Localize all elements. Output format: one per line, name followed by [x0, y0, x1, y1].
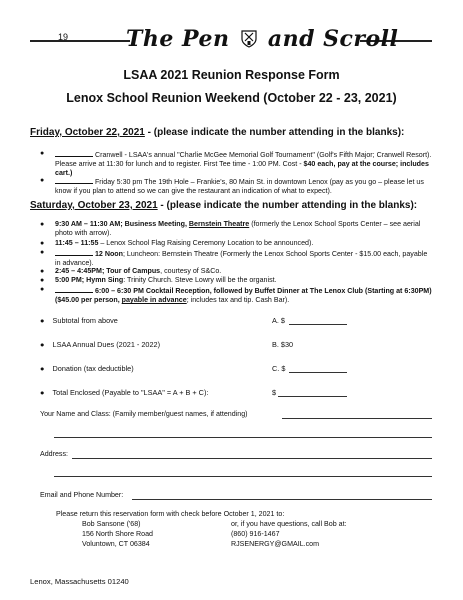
totals-row-donation — [40, 364, 134, 373]
form-title: LSAA 2021 Reunion Response Form — [123, 68, 340, 82]
totals-code-c: C. $ — [272, 364, 286, 373]
item-text: , courtesy of S&Co. — [160, 267, 222, 275]
name-input[interactable] — [282, 418, 432, 419]
item-bold-text: 11:45 – 11:55 — [55, 239, 99, 247]
bullet-icon: ● — [40, 316, 45, 325]
totals-row-total — [40, 388, 208, 397]
item-text: : Trinity Church. Steve Lowry will be the organist. — [123, 276, 277, 284]
totals-label: LSAA Annual Dues (2021 - 2022) — [52, 340, 161, 349]
bullet-icon: ● — [40, 364, 45, 373]
donation-input[interactable] — [289, 372, 347, 373]
masthead-rule-left — [30, 40, 130, 42]
bullet-icon: ● — [40, 340, 45, 349]
item-text: Friday 5:30 pm The 19th Hole – Frankie's, 80 Main St. in downtown Lenox (pay as you go – please let us know if you plan to attend so we can give the restaurant an indication of what to expect). — [55, 178, 424, 195]
masthead-title-left: The Pen — [126, 26, 230, 52]
total-input[interactable] — [278, 396, 347, 397]
item-bold-text: 12 Noon — [94, 250, 123, 258]
bullet-icon: ● — [40, 240, 45, 247]
totals-code-b: B. $30 — [272, 340, 294, 349]
contact-email: RJSENERGY@GMAIL.com — [231, 540, 320, 548]
friday-heading — [30, 127, 404, 138]
bullet-icon: ● — [40, 150, 45, 157]
item-bold-text: 6:00 – 6:30 PM Cocktail Reception, followed by Buffet Dinner at The Lenox Club (Starting at 6:30PM) ($45.00 per person, — [55, 287, 432, 304]
item-text: ; includes tax and tip. Cash Bar). — [186, 296, 290, 304]
totals-row-dues — [40, 340, 160, 349]
address-label: Address: — [40, 450, 68, 458]
bullet-icon: ● — [40, 277, 45, 284]
saturday-instruction: - (please indicate the number attending in the blanks): — [157, 200, 418, 211]
item-link-text: payable in advance — [121, 296, 187, 304]
totals-label: Total Enclosed (Payable to "LSAA" = A + B + C): — [52, 388, 209, 397]
return-street: 156 North Shore Road — [82, 530, 153, 538]
attendance-blank[interactable] — [55, 285, 93, 293]
attendance-blank[interactable] — [55, 176, 93, 184]
item-bold-text: 2:45 – 4:45PM — [55, 267, 102, 275]
return-city: Voluntown, CT 06384 — [82, 540, 150, 548]
subtotal-input[interactable] — [289, 324, 347, 325]
totals-code-a: A. $ — [272, 316, 285, 325]
form-subtitle: Lenox School Reunion Weekend (October 22 - 23, 2021) — [66, 91, 397, 105]
attendance-blank[interactable] — [55, 248, 93, 256]
totals-code-total: $ — [272, 388, 277, 397]
bullet-icon: ● — [40, 286, 45, 293]
masthead-title-right: and Scroll — [267, 26, 399, 52]
address-input-line-2[interactable] — [54, 476, 432, 477]
item-text: – Lenox School Flag Raising Ceremony Location to be announced). — [98, 239, 314, 247]
item-link-text: Bernstein Theatre — [188, 220, 250, 228]
issue-number: 19 — [58, 32, 69, 42]
totals-label: Subtotal from above — [52, 316, 118, 325]
email-phone-input[interactable] — [132, 499, 432, 500]
return-instruction: Please return this reservation form with check before October 1, 2021 to: — [56, 510, 285, 518]
friday-date: Friday, October 22, 2021 — [30, 127, 145, 138]
address-input[interactable] — [72, 458, 432, 459]
item-text: (formerly the Lenox School Sports Center – see aerial photo with arrow). — [55, 220, 421, 237]
bullet-icon: ● — [40, 177, 45, 184]
attendance-blank[interactable] — [55, 149, 93, 157]
shield-crest-icon — [241, 30, 257, 48]
contact-note: or, if you have questions, call Bob at: — [231, 520, 347, 528]
saturday-date: Saturday, October 23, 2021 — [30, 200, 158, 211]
item-bold-text: 5:00 PM; Hymn Sing — [55, 276, 124, 284]
totals-row-subtotal — [40, 316, 118, 325]
name-label: Your Name and Class: (Family member/guest names, if attending) — [40, 410, 248, 418]
return-name: Bob Sansone ('68) — [82, 520, 141, 528]
masthead-title — [126, 26, 398, 52]
totals-label: Donation (tax deductible) — [52, 364, 134, 373]
name-input-line-2[interactable] — [54, 437, 432, 438]
saturday-heading — [30, 200, 417, 211]
footer-location: Lenox, Massachusetts 01240 — [30, 577, 129, 586]
bullet-icon: ● — [40, 268, 45, 275]
item-bold-text-2: ; Tour of Campus — [101, 267, 161, 275]
item-bold-text: 9:30 AM – 11:30 AM; Business Meeting, — [55, 220, 189, 228]
item-bold-text: $40 each, pay at the course; includes cart.) — [55, 160, 429, 177]
contact-phone: (860) 916-1467 — [231, 530, 280, 538]
bullet-icon: ● — [40, 249, 45, 256]
friday-instruction: - (please indicate the number attending in the blanks): — [144, 127, 405, 138]
item-text: Cranwell - LSAA's annual "Charlie McGee Memorial Golf Tournament" (Golf's Fifth Major; Cranwell Resort). Please arrive at 11:30 for lunch and to register. First Tee time - 1:00 PM. Cost - — [55, 151, 432, 168]
bullet-icon: ● — [40, 388, 45, 397]
phone-label: Email and Phone Number: — [40, 491, 124, 499]
masthead — [30, 28, 432, 54]
item-text: ; Luncheon: Bernstein Theatre (Formerly the Lenox School Sports Center - $15.00 each, payable in advance). — [55, 250, 428, 267]
bullet-icon: ● — [40, 221, 45, 228]
